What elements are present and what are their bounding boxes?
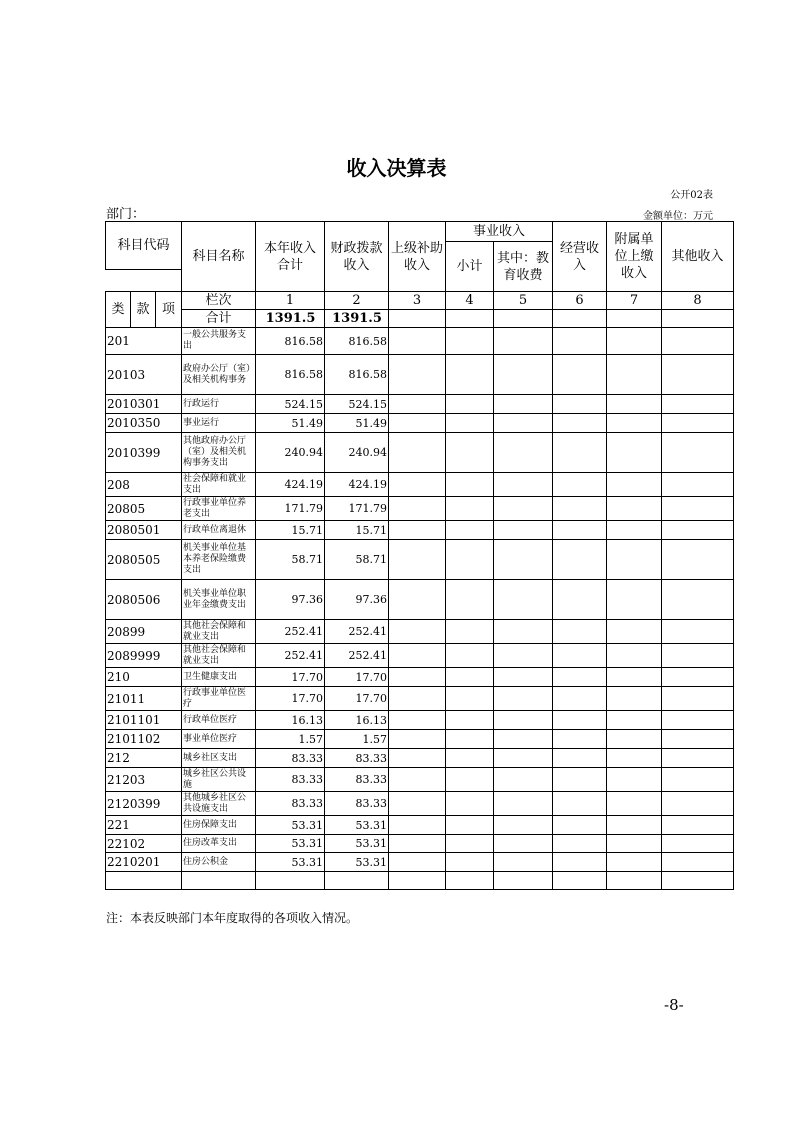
row-total-income: 816.58 <box>256 355 325 395</box>
row-name: 其他社会保障和就业支出 <box>182 620 256 644</box>
empty-cell <box>607 395 662 414</box>
row-total-income: 51.49 <box>256 414 325 433</box>
empty-cell <box>494 872 553 890</box>
table-row <box>106 668 734 687</box>
row-total-income: 58.71 <box>256 540 325 580</box>
unit-label: 金额单位：万元 <box>643 211 713 222</box>
row-code: 20103 <box>106 355 182 395</box>
total-income-value: 1391.5 <box>256 310 325 328</box>
empty-cell <box>553 395 607 414</box>
row-fiscal: 17.70 <box>325 687 389 711</box>
col-number: 1 <box>256 292 325 310</box>
row-name: 机关事业单位职业年金缴费支出 <box>182 580 256 620</box>
empty-cell <box>389 497 446 521</box>
empty-cell <box>553 668 607 687</box>
row-name: 行政单位医疗 <box>182 711 256 730</box>
row-code: 208 <box>106 473 182 497</box>
empty-cell <box>607 687 662 711</box>
empty-cell <box>553 497 607 521</box>
row-fiscal: 252.41 <box>325 644 389 668</box>
empty-cell <box>494 711 553 730</box>
row-code: 2010301 <box>106 395 182 414</box>
empty-cell <box>662 749 734 768</box>
row-fiscal: 17.70 <box>325 668 389 687</box>
table-row <box>106 730 734 749</box>
table-row <box>106 687 734 711</box>
row-fiscal: 83.33 <box>325 749 389 768</box>
empty-cell <box>389 711 446 730</box>
empty-cell <box>446 853 494 872</box>
row-fiscal: 16.13 <box>325 711 389 730</box>
empty-cell <box>607 540 662 580</box>
empty-cell <box>446 792 494 816</box>
table-row <box>106 816 734 835</box>
empty-cell <box>494 395 553 414</box>
row-name: 其他城乡社区公共设施支出 <box>182 792 256 816</box>
empty-cell <box>389 620 446 644</box>
header-other: 其他收入 <box>662 222 734 292</box>
empty-cell <box>494 687 553 711</box>
col-number: 5 <box>494 292 553 310</box>
empty-cell <box>389 768 446 792</box>
empty-cell <box>662 768 734 792</box>
table-row <box>106 521 734 540</box>
empty-cell <box>553 872 607 890</box>
row-total-income: 17.70 <box>256 687 325 711</box>
row-fiscal: 83.33 <box>325 768 389 792</box>
empty-cell <box>182 872 256 890</box>
empty-cell <box>494 355 553 395</box>
row-code: 2089999 <box>106 644 182 668</box>
empty-cell <box>553 473 607 497</box>
row-code: 2120399 <box>106 792 182 816</box>
empty-cell <box>446 730 494 749</box>
empty-cell <box>607 620 662 644</box>
row-fiscal: 252.41 <box>325 620 389 644</box>
row-total-income: 83.33 <box>256 792 325 816</box>
empty-cell <box>553 749 607 768</box>
row-total-income: 83.33 <box>256 749 325 768</box>
row-total-income: 97.36 <box>256 580 325 620</box>
empty-cell <box>607 668 662 687</box>
row-total-income: 1.57 <box>256 730 325 749</box>
empty-cell <box>389 668 446 687</box>
empty-cell <box>494 433 553 473</box>
row-total-income: 524.15 <box>256 395 325 414</box>
row-fiscal: 97.36 <box>325 580 389 620</box>
empty-cell <box>446 521 494 540</box>
table-row <box>106 768 734 792</box>
row-total-income: 53.31 <box>256 853 325 872</box>
empty-cell <box>553 711 607 730</box>
row-code: 20805 <box>106 497 182 521</box>
table-row <box>106 711 734 730</box>
row-fiscal: 51.49 <box>325 414 389 433</box>
empty-cell <box>389 473 446 497</box>
empty-cell <box>662 620 734 644</box>
empty-cell <box>607 872 662 890</box>
row-fiscal: 816.58 <box>325 328 389 355</box>
empty-cell <box>662 668 734 687</box>
empty-cell <box>662 730 734 749</box>
empty-cell <box>446 414 494 433</box>
empty-cell <box>446 872 494 890</box>
header-business: 事业收入 <box>446 222 553 242</box>
income-table <box>105 221 734 890</box>
empty-cell <box>494 730 553 749</box>
row-code: 210 <box>106 668 182 687</box>
empty-cell <box>553 328 607 355</box>
row-total-income: 424.19 <box>256 473 325 497</box>
row-total-income: 816.58 <box>256 328 325 355</box>
empty-cell <box>389 792 446 816</box>
row-name: 行政运行 <box>182 395 256 414</box>
empty-cell <box>389 580 446 620</box>
row-name: 住房公积金 <box>182 853 256 872</box>
empty-cell <box>446 395 494 414</box>
row-fiscal: 83.33 <box>325 792 389 816</box>
header-kuan: 款 <box>131 292 156 328</box>
page-title: 收入决算表 <box>346 156 447 180</box>
empty-cell <box>607 521 662 540</box>
empty-cell <box>607 473 662 497</box>
row-name: 行政事业单位医疗 <box>182 687 256 711</box>
header-lanci: 栏次 <box>182 292 256 310</box>
row-name: 城乡社区支出 <box>182 749 256 768</box>
header-operating: 经营收入 <box>553 222 607 292</box>
row-name: 事业运行 <box>182 414 256 433</box>
row-name: 事业单位医疗 <box>182 730 256 749</box>
empty-cell <box>662 872 734 890</box>
col-number: 3 <box>389 292 446 310</box>
row-code: 221 <box>106 816 182 835</box>
empty-cell <box>494 792 553 816</box>
empty-cell <box>553 414 607 433</box>
table-row <box>106 473 734 497</box>
empty-cell <box>662 497 734 521</box>
header-superior: 上级补助收入 <box>389 222 446 292</box>
table-row <box>106 620 734 644</box>
row-name: 卫生健康支出 <box>182 668 256 687</box>
empty-cell <box>553 521 607 540</box>
row-total-income: 53.31 <box>256 835 325 853</box>
row-name: 政府办公厅（室）及相关机构事务 <box>182 355 256 395</box>
row-code: 21011 <box>106 687 182 711</box>
empty-cell <box>494 328 553 355</box>
row-name: 其他社会保障和就业支出 <box>182 644 256 668</box>
empty-cell <box>494 521 553 540</box>
empty-cell <box>494 749 553 768</box>
total-label: 合计 <box>182 310 256 328</box>
row-name: 城乡社区公共设施 <box>182 768 256 792</box>
empty-cell <box>607 328 662 355</box>
empty-cell <box>662 521 734 540</box>
empty-cell <box>662 580 734 620</box>
empty-cell <box>607 835 662 853</box>
empty-cell <box>446 580 494 620</box>
row-code: 2101102 <box>106 730 182 749</box>
row-code: 2010399 <box>106 433 182 473</box>
row-fiscal: 15.71 <box>325 521 389 540</box>
table-row <box>106 835 734 853</box>
page-number: -8- <box>664 996 684 1014</box>
empty-cell <box>494 768 553 792</box>
empty-cell <box>446 768 494 792</box>
empty-cell <box>607 711 662 730</box>
header-xiang: 项 <box>156 292 182 328</box>
footnote: 注：本表反映部门本年度取得的各项收入情况。 <box>106 911 359 925</box>
row-fiscal: 1.57 <box>325 730 389 749</box>
empty-cell <box>389 749 446 768</box>
empty-cell <box>662 414 734 433</box>
row-total-income: 16.13 <box>256 711 325 730</box>
table-row <box>106 792 734 816</box>
col-number: 4 <box>446 292 494 310</box>
empty-cell <box>446 687 494 711</box>
empty-cell <box>389 355 446 395</box>
row-fiscal: 53.31 <box>325 853 389 872</box>
empty-cell <box>553 355 607 395</box>
row-total-income: 53.31 <box>256 816 325 835</box>
empty-cell <box>553 620 607 644</box>
row-name: 行政事业单位养老支出 <box>182 497 256 521</box>
empty-cell <box>662 473 734 497</box>
empty-cell <box>446 644 494 668</box>
table-row <box>106 644 734 668</box>
empty-cell <box>553 835 607 853</box>
col-number: 8 <box>662 292 734 310</box>
empty-cell <box>607 853 662 872</box>
empty-cell <box>325 872 389 890</box>
row-fiscal: 424.19 <box>325 473 389 497</box>
empty-cell <box>446 433 494 473</box>
empty-cell <box>662 853 734 872</box>
empty-cell <box>446 749 494 768</box>
empty-cell <box>446 620 494 644</box>
table-number: 公开02表 <box>670 190 713 201</box>
empty-cell <box>662 644 734 668</box>
empty-cell <box>446 835 494 853</box>
empty-cell <box>662 540 734 580</box>
empty-cell <box>389 328 446 355</box>
empty-cell <box>553 792 607 816</box>
empty-cell <box>106 872 182 890</box>
empty-cell <box>446 668 494 687</box>
empty-cell <box>662 835 734 853</box>
empty-cell <box>446 473 494 497</box>
empty-cell <box>389 816 446 835</box>
row-code: 2080501 <box>106 521 182 540</box>
empty-cell <box>494 497 553 521</box>
empty-cell <box>607 433 662 473</box>
row-code: 22102 <box>106 835 182 853</box>
table-row <box>106 749 734 768</box>
empty-cell <box>494 644 553 668</box>
department-label: 部门： <box>106 207 146 222</box>
empty-cell <box>662 816 734 835</box>
empty-cell <box>389 835 446 853</box>
row-name: 住房改革支出 <box>182 835 256 853</box>
row-code: 212 <box>106 749 182 768</box>
empty-cell <box>607 792 662 816</box>
row-fiscal: 53.31 <box>325 816 389 835</box>
table-row <box>106 872 734 890</box>
empty-cell <box>553 687 607 711</box>
header-edu-fee: 其中：教育收费 <box>494 242 553 292</box>
empty-cell <box>389 433 446 473</box>
empty-cell <box>389 687 446 711</box>
empty-cell <box>607 497 662 521</box>
header-total-income: 本年收入合计 <box>256 222 325 292</box>
empty-cell <box>446 540 494 580</box>
row-total-income: 171.79 <box>256 497 325 521</box>
empty-cell <box>389 872 446 890</box>
table-row <box>106 497 734 521</box>
table-row <box>106 433 734 473</box>
row-total-income: 240.94 <box>256 433 325 473</box>
empty-cell <box>446 816 494 835</box>
col-number: 7 <box>607 292 662 310</box>
row-name: 住房保障支出 <box>182 816 256 835</box>
table-row <box>106 853 734 872</box>
total-fiscal-value: 1391.5 <box>325 310 389 328</box>
table-row <box>106 355 734 395</box>
row-code: 2080506 <box>106 580 182 620</box>
header-affiliated: 附属单位上缴收入 <box>607 222 662 292</box>
table-row <box>106 414 734 433</box>
header-name: 科目名称 <box>182 222 256 292</box>
row-name: 一般公共服务支出 <box>182 328 256 355</box>
empty-cell <box>494 540 553 580</box>
row-fiscal: 171.79 <box>325 497 389 521</box>
row-name: 行政单位离退休 <box>182 521 256 540</box>
row-code: 21203 <box>106 768 182 792</box>
col-number: 2 <box>325 292 389 310</box>
empty-cell <box>446 497 494 521</box>
row-name: 机关事业单位基本养老保险缴费支出 <box>182 540 256 580</box>
empty-cell <box>553 644 607 668</box>
row-code: 2080505 <box>106 540 182 580</box>
row-fiscal: 58.71 <box>325 540 389 580</box>
empty-cell <box>389 521 446 540</box>
empty-cell <box>553 816 607 835</box>
empty-cell <box>662 328 734 355</box>
row-name: 社会保障和就业支出 <box>182 473 256 497</box>
empty-cell <box>553 853 607 872</box>
empty-cell <box>553 768 607 792</box>
row-code: 20899 <box>106 620 182 644</box>
row-total-income: 252.41 <box>256 644 325 668</box>
empty-cell <box>446 328 494 355</box>
empty-cell <box>494 816 553 835</box>
col-number: 6 <box>553 292 607 310</box>
row-code: 201 <box>106 328 182 355</box>
empty-cell <box>553 540 607 580</box>
empty-cell <box>494 853 553 872</box>
row-total-income: 252.41 <box>256 620 325 644</box>
row-code: 2010350 <box>106 414 182 433</box>
empty-cell <box>607 644 662 668</box>
empty-cell <box>662 355 734 395</box>
empty-cell <box>494 620 553 644</box>
header-code: 科目代码 <box>106 222 182 270</box>
row-code: 2101101 <box>106 711 182 730</box>
empty-cell <box>256 872 325 890</box>
empty-cell <box>553 730 607 749</box>
empty-cell <box>662 792 734 816</box>
empty-cell <box>494 668 553 687</box>
empty-cell <box>662 711 734 730</box>
table-row <box>106 395 734 414</box>
empty-cell <box>607 355 662 395</box>
row-total-income: 83.33 <box>256 768 325 792</box>
empty-cell <box>389 395 446 414</box>
empty-cell <box>607 768 662 792</box>
table-row <box>106 540 734 580</box>
empty-cell <box>607 580 662 620</box>
empty-cell <box>389 540 446 580</box>
empty-cell <box>389 853 446 872</box>
header-subtotal: 小计 <box>446 242 494 292</box>
row-fiscal: 53.31 <box>325 835 389 853</box>
empty-cell <box>494 835 553 853</box>
empty-cell <box>446 711 494 730</box>
empty-cell <box>553 433 607 473</box>
row-code: 2210201 <box>106 853 182 872</box>
row-fiscal: 816.58 <box>325 355 389 395</box>
empty-cell <box>607 749 662 768</box>
row-fiscal: 524.15 <box>325 395 389 414</box>
empty-cell <box>607 730 662 749</box>
header-fiscal: 财政拨款收入 <box>325 222 389 292</box>
empty-cell <box>494 580 553 620</box>
table-row <box>106 328 734 355</box>
row-total-income: 17.70 <box>256 668 325 687</box>
empty-cell <box>662 433 734 473</box>
empty-cell <box>662 687 734 711</box>
empty-cell <box>553 580 607 620</box>
empty-cell <box>607 414 662 433</box>
row-name: 其他政府办公厅（室）及相关机构事务支出 <box>182 433 256 473</box>
row-total-income: 15.71 <box>256 521 325 540</box>
empty-cell <box>446 355 494 395</box>
empty-cell <box>389 644 446 668</box>
empty-cell <box>389 730 446 749</box>
empty-cell <box>494 473 553 497</box>
table-row <box>106 580 734 620</box>
header-lei: 类 <box>106 292 131 328</box>
empty-cell <box>494 414 553 433</box>
row-fiscal: 240.94 <box>325 433 389 473</box>
empty-cell <box>662 395 734 414</box>
empty-cell <box>607 816 662 835</box>
empty-cell <box>389 414 446 433</box>
